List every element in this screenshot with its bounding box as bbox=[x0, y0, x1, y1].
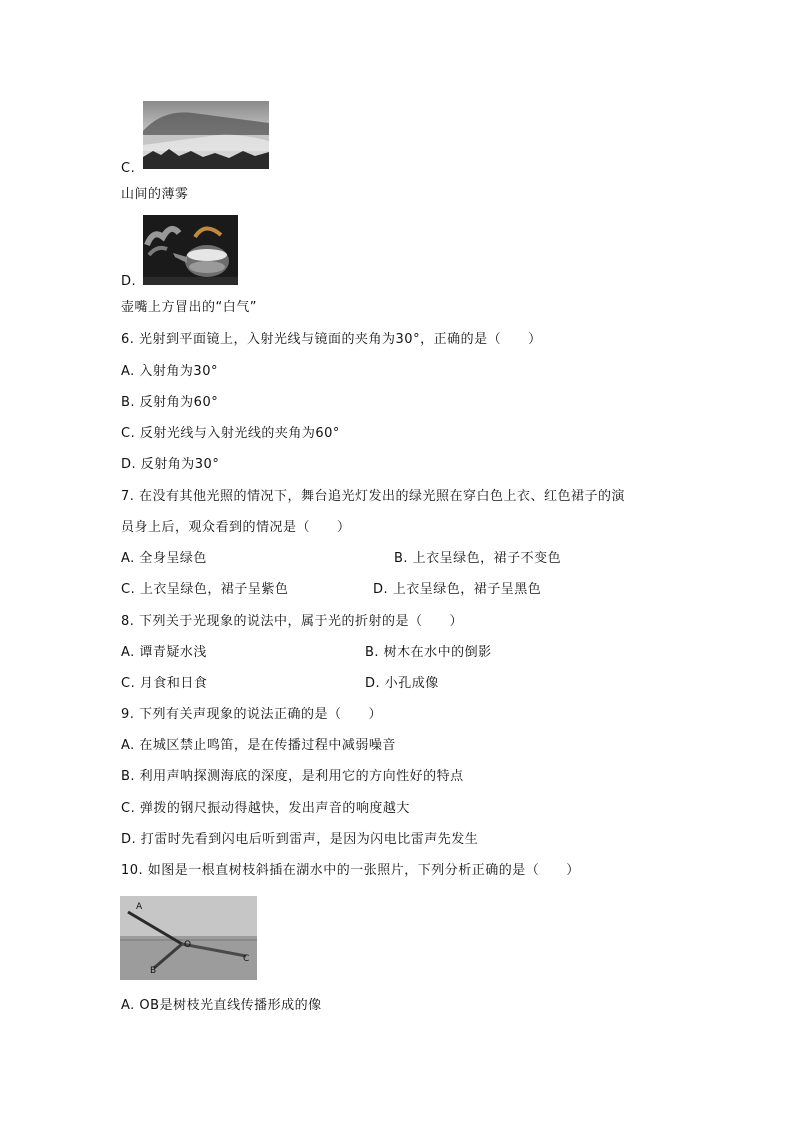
q6-option-a: A. 入射角为30° bbox=[121, 364, 218, 379]
option-c-caption: 山间的薄雾 bbox=[121, 187, 189, 202]
q8-option-d: D. 小孔成像 bbox=[365, 676, 439, 691]
figure-label-a: A bbox=[136, 902, 143, 912]
q6-option-b: B. 反射角为60° bbox=[121, 395, 219, 410]
figure-label-b: B bbox=[150, 966, 157, 976]
q7-option-d: D. 上衣呈绿色，裙子呈黑色 bbox=[373, 582, 542, 597]
q9-option-c: C. 弹拨的钢尺振动得越快，发出声音的响度越大 bbox=[121, 801, 410, 816]
q7-option-c: C. 上衣呈绿色，裙子呈紫色 bbox=[121, 582, 289, 597]
q7-stem-line1: 7. 在没有其他光照的情况下，舞台追光灯发出的绿光照在穿白色上衣、红色裙子的演 bbox=[121, 489, 626, 504]
q8-option-c: C. 月食和日食 bbox=[121, 676, 208, 691]
q8-stem: 8. 下列关于光现象的说法中，属于光的折射的是（ ） bbox=[121, 614, 464, 629]
option-d-letter: D. bbox=[121, 274, 137, 289]
option-c-letter: C. bbox=[121, 161, 136, 176]
teapot-steam-photo bbox=[143, 215, 238, 285]
q10-option-a: A. OB是树枝光直线传播形成的像 bbox=[121, 998, 322, 1013]
q6-option-d: D. 反射角为30° bbox=[121, 457, 220, 472]
q9-option-a: A. 在城区禁止鸣笛，是在传播过程中减弱噪音 bbox=[121, 738, 396, 753]
q6-option-c: C. 反射光线与入射光线的夹角为60° bbox=[121, 426, 340, 441]
q8-option-a: A. 谭青疑水浅 bbox=[121, 645, 207, 660]
branch-in-water-photo bbox=[120, 896, 257, 980]
q7-stem-line2: 员身上后，观众看到的情况是（ ） bbox=[121, 520, 351, 535]
option-d-caption: 壶嘴上方冒出的“白气” bbox=[121, 300, 257, 315]
q10-stem: 10. 如图是一根直树枝斜插在湖水中的一张照片，下列分析正确的是（ ） bbox=[121, 863, 580, 878]
q7-option-b: B. 上衣呈绿色，裙子不变色 bbox=[394, 551, 562, 566]
q9-stem: 9. 下列有关声现象的说法正确的是（ ） bbox=[121, 707, 383, 722]
q8-option-b: B. 树木在水中的倒影 bbox=[365, 645, 492, 660]
q6-stem: 6. 光射到平面镜上，入射光线与镜面的夹角为30°，正确的是（ ） bbox=[121, 332, 542, 347]
figure-label-c: C bbox=[243, 954, 250, 964]
figure-label-o: O bbox=[184, 940, 192, 950]
mist-mountain-photo bbox=[143, 101, 269, 169]
q9-option-d: D. 打雷时先看到闪电后听到雷声，是因为闪电比雷声先发生 bbox=[121, 832, 479, 847]
q7-option-a: A. 全身呈绿色 bbox=[121, 551, 207, 566]
q9-option-b: B. 利用声呐探测海底的深度，是利用它的方向性好的特点 bbox=[121, 769, 464, 784]
